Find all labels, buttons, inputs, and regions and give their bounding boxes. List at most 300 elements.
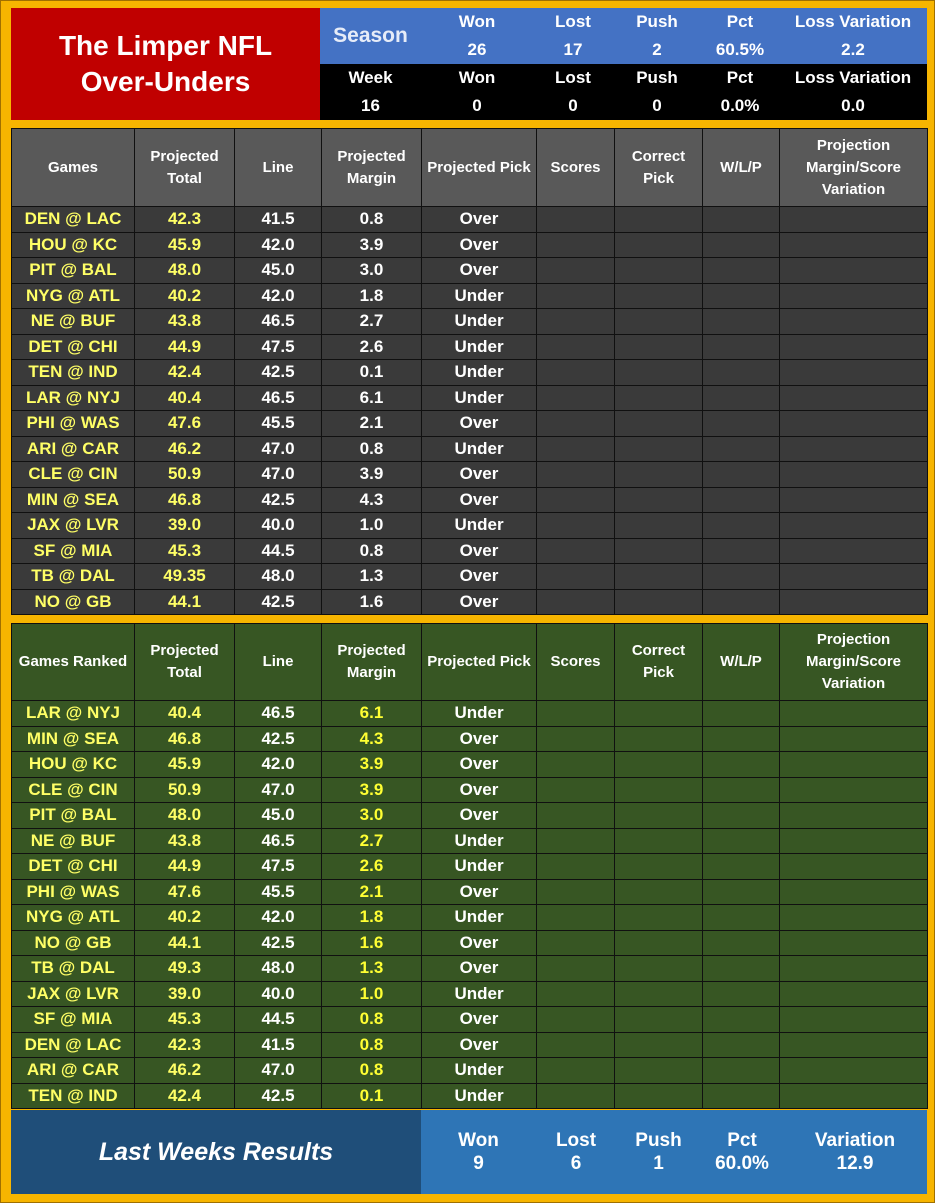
line-cell: 42.0 — [235, 283, 322, 309]
empty-result-cell — [537, 981, 615, 1007]
projected-margin-cell: 0.8 — [322, 1007, 422, 1033]
empty-result-cell — [703, 283, 780, 309]
game-cell: TEN @ IND — [12, 1083, 135, 1109]
weekly-games-table — [11, 128, 928, 615]
projected-pick-cell: Over — [422, 487, 537, 513]
empty-result-cell — [780, 1083, 928, 1109]
game-cell: TB @ DAL — [12, 956, 135, 982]
game-cell: HOU @ KC — [12, 232, 135, 258]
projected-total-cell: 44.9 — [135, 334, 235, 360]
table-row — [12, 1058, 928, 1084]
column-header: Projected Total — [135, 129, 235, 207]
projected-margin-cell: 2.7 — [322, 828, 422, 854]
projected-margin-cell: 3.9 — [322, 462, 422, 488]
game-cell: CLE @ CIN — [12, 777, 135, 803]
projected-total-cell: 43.8 — [135, 828, 235, 854]
title-line-2: Over-Unders — [80, 66, 251, 97]
last-week-title: Last Weeks Results — [11, 1110, 421, 1194]
empty-result-cell — [615, 1083, 703, 1109]
table-row — [12, 411, 928, 437]
projected-margin-cell: 3.9 — [322, 777, 422, 803]
season-stats-row — [320, 8, 927, 64]
empty-result-cell — [703, 828, 780, 854]
projected-pick-cell: Over — [422, 1007, 537, 1033]
table-row — [12, 589, 928, 615]
game-cell: DET @ CHI — [12, 334, 135, 360]
column-header: Scores — [537, 624, 615, 701]
projected-margin-cell: 0.1 — [322, 360, 422, 386]
line-cell: 40.0 — [235, 513, 322, 539]
empty-result-cell — [537, 513, 615, 539]
game-cell: TEN @ IND — [12, 360, 135, 386]
projected-pick-cell: Over — [422, 879, 537, 905]
week-won — [421, 64, 533, 120]
line-cell: 41.5 — [235, 207, 322, 233]
table-row — [12, 385, 928, 411]
projected-total-cell: 39.0 — [135, 981, 235, 1007]
last-week-stats — [421, 1110, 927, 1194]
table-row — [12, 854, 928, 880]
season-label: Season — [333, 24, 408, 47]
projected-margin-cell: 3.0 — [322, 803, 422, 829]
empty-result-cell — [615, 752, 703, 778]
table-row — [12, 462, 928, 488]
column-header: Correct Pick — [615, 624, 703, 701]
season-push-label: Push — [636, 12, 678, 31]
last-week-push — [616, 1110, 701, 1194]
week-pct-label: Pct — [726, 68, 754, 87]
line-cell: 46.5 — [235, 828, 322, 854]
empty-result-cell — [703, 309, 780, 335]
empty-result-cell — [780, 207, 928, 233]
empty-result-cell — [703, 538, 780, 564]
game-cell: NE @ BUF — [12, 309, 135, 335]
game-cell: MIN @ SEA — [12, 726, 135, 752]
empty-result-cell — [537, 589, 615, 615]
projected-pick-cell: Under — [422, 513, 537, 539]
week-label: Week — [348, 68, 393, 87]
column-header: Projection Margin/Score Variation — [780, 624, 928, 701]
last-week-lost — [536, 1110, 616, 1194]
empty-result-cell — [703, 360, 780, 386]
game-cell: CLE @ CIN — [12, 462, 135, 488]
projected-pick-cell: Under — [422, 828, 537, 854]
empty-result-cell — [703, 589, 780, 615]
projected-pick-cell: Under — [422, 701, 537, 727]
last-week-lost-value: 6 — [570, 1153, 582, 1174]
week-won-value: 0 — [472, 96, 482, 115]
empty-result-cell — [615, 930, 703, 956]
column-header: Projected Pick — [422, 129, 537, 207]
empty-result-cell — [780, 385, 928, 411]
projected-margin-cell: 1.6 — [322, 589, 422, 615]
line-cell: 42.5 — [235, 360, 322, 386]
projected-margin-cell: 6.1 — [322, 385, 422, 411]
projected-pick-cell: Over — [422, 411, 537, 437]
empty-result-cell — [537, 752, 615, 778]
empty-result-cell — [780, 879, 928, 905]
projected-pick-cell: Over — [422, 589, 537, 615]
season-loss-variation — [779, 8, 927, 64]
game-cell: NYG @ ATL — [12, 905, 135, 931]
projected-margin-cell: 1.8 — [322, 905, 422, 931]
line-cell: 45.5 — [235, 411, 322, 437]
empty-result-cell — [615, 1007, 703, 1033]
column-header: Projected Margin — [322, 624, 422, 701]
game-cell: PIT @ BAL — [12, 803, 135, 829]
empty-result-cell — [537, 828, 615, 854]
last-week-var-label: Variation — [814, 1130, 896, 1151]
table-row — [12, 207, 928, 233]
empty-result-cell — [703, 1032, 780, 1058]
empty-result-cell — [615, 1032, 703, 1058]
empty-result-cell — [703, 777, 780, 803]
table-header-row — [12, 624, 928, 701]
projected-total-cell: 44.1 — [135, 930, 235, 956]
projected-total-cell: 48.0 — [135, 803, 235, 829]
projected-margin-cell: 3.9 — [322, 752, 422, 778]
season-lost — [533, 8, 613, 64]
column-header: Projected Total — [135, 624, 235, 701]
week-loss-variation — [779, 64, 927, 120]
empty-result-cell — [615, 207, 703, 233]
empty-result-cell — [537, 803, 615, 829]
table-row — [12, 538, 928, 564]
empty-result-cell — [537, 777, 615, 803]
empty-result-cell — [780, 487, 928, 513]
projected-margin-cell: 0.8 — [322, 207, 422, 233]
empty-result-cell — [537, 879, 615, 905]
projected-pick-cell: Under — [422, 1083, 537, 1109]
column-header: Projected Margin — [322, 129, 422, 207]
season-pct — [701, 8, 779, 64]
projected-margin-cell: 6.1 — [322, 701, 422, 727]
line-cell: 42.5 — [235, 589, 322, 615]
game-cell: NE @ BUF — [12, 828, 135, 854]
empty-result-cell — [703, 258, 780, 284]
table-row — [12, 232, 928, 258]
projected-total-cell: 45.9 — [135, 752, 235, 778]
last-week-won — [421, 1110, 536, 1194]
week-pct-value: 0.0% — [720, 96, 760, 115]
empty-result-cell — [537, 930, 615, 956]
last-week-var-value: 12.9 — [836, 1153, 874, 1174]
empty-result-cell — [537, 701, 615, 727]
game-cell: LAR @ NYJ — [12, 701, 135, 727]
line-cell: 42.0 — [235, 232, 322, 258]
season-won-value: 26 — [467, 40, 487, 59]
game-cell: PHI @ WAS — [12, 411, 135, 437]
table-row — [12, 1032, 928, 1058]
projected-pick-cell: Over — [422, 462, 537, 488]
empty-result-cell — [537, 1007, 615, 1033]
projected-pick-cell: Under — [422, 309, 537, 335]
game-cell: NYG @ ATL — [12, 283, 135, 309]
empty-result-cell — [703, 905, 780, 931]
empty-result-cell — [703, 981, 780, 1007]
game-cell: ARI @ CAR — [12, 1058, 135, 1084]
projected-pick-cell: Over — [422, 777, 537, 803]
empty-result-cell — [780, 462, 928, 488]
projected-margin-cell: 0.8 — [322, 1058, 422, 1084]
projected-pick-cell: Over — [422, 803, 537, 829]
game-cell: DEN @ LAC — [12, 207, 135, 233]
empty-result-cell — [615, 385, 703, 411]
table-row — [12, 436, 928, 462]
last-week-push-value: 1 — [653, 1153, 664, 1174]
empty-result-cell — [615, 701, 703, 727]
empty-result-cell — [537, 726, 615, 752]
projected-margin-cell: 2.7 — [322, 309, 422, 335]
projected-total-cell: 42.3 — [135, 1032, 235, 1058]
empty-result-cell — [537, 956, 615, 982]
table-row — [12, 930, 928, 956]
table-row — [12, 956, 928, 982]
column-header: Games Ranked — [12, 624, 135, 701]
projected-margin-cell: 2.6 — [322, 854, 422, 880]
empty-result-cell — [615, 258, 703, 284]
empty-result-cell — [615, 803, 703, 829]
table-header-row — [12, 129, 928, 207]
table-row — [12, 334, 928, 360]
empty-result-cell — [615, 589, 703, 615]
empty-result-cell — [537, 411, 615, 437]
line-cell: 42.5 — [235, 1083, 322, 1109]
game-cell: NO @ GB — [12, 589, 135, 615]
empty-result-cell — [615, 854, 703, 880]
projected-total-cell: 40.2 — [135, 905, 235, 931]
line-cell: 47.0 — [235, 1058, 322, 1084]
last-week-won-label: Won — [458, 1130, 499, 1151]
projected-total-cell: 46.2 — [135, 436, 235, 462]
table-row — [12, 752, 928, 778]
projected-margin-cell: 4.3 — [322, 726, 422, 752]
projected-pick-cell: Over — [422, 956, 537, 982]
column-header: Projection Margin/Score Variation — [780, 129, 928, 207]
week-lost-label: Lost — [555, 68, 591, 87]
empty-result-cell — [537, 1058, 615, 1084]
projected-pick-cell: Over — [422, 564, 537, 590]
projected-total-cell: 43.8 — [135, 309, 235, 335]
empty-result-cell — [537, 334, 615, 360]
game-cell: PHI @ WAS — [12, 879, 135, 905]
projected-margin-cell: 2.6 — [322, 334, 422, 360]
empty-result-cell — [537, 564, 615, 590]
table-row — [12, 487, 928, 513]
projected-margin-cell: 4.3 — [322, 487, 422, 513]
projected-pick-cell: Under — [422, 1058, 537, 1084]
week-lv-value: 0.0 — [841, 96, 865, 115]
empty-result-cell — [537, 462, 615, 488]
last-week-pct-label: Pct — [727, 1130, 757, 1151]
projected-margin-cell: 0.8 — [322, 436, 422, 462]
projected-pick-cell: Under — [422, 360, 537, 386]
empty-result-cell — [537, 385, 615, 411]
empty-result-cell — [780, 854, 928, 880]
empty-result-cell — [780, 283, 928, 309]
projected-total-cell: 40.4 — [135, 385, 235, 411]
last-week-won-value: 9 — [473, 1153, 484, 1174]
empty-result-cell — [780, 589, 928, 615]
game-cell: ARI @ CAR — [12, 436, 135, 462]
projected-total-cell: 50.9 — [135, 462, 235, 488]
game-cell: JAX @ LVR — [12, 513, 135, 539]
empty-result-cell — [537, 487, 615, 513]
table-row — [12, 879, 928, 905]
empty-result-cell — [537, 1032, 615, 1058]
projected-pick-cell: Under — [422, 854, 537, 880]
table-row — [12, 701, 928, 727]
empty-result-cell — [615, 411, 703, 437]
week-push — [613, 64, 701, 120]
season-lost-label: Lost — [555, 12, 591, 31]
projected-total-cell: 46.2 — [135, 1058, 235, 1084]
empty-result-cell — [537, 309, 615, 335]
projected-total-cell: 45.3 — [135, 1007, 235, 1033]
empty-result-cell — [537, 360, 615, 386]
season-won-label: Won — [458, 12, 496, 31]
table-row — [12, 1007, 928, 1033]
empty-result-cell — [615, 905, 703, 931]
line-cell: 42.0 — [235, 752, 322, 778]
game-cell: DET @ CHI — [12, 854, 135, 880]
empty-result-cell — [615, 828, 703, 854]
last-week-push-label: Push — [635, 1130, 682, 1151]
season-lost-value: 17 — [563, 40, 583, 59]
line-cell: 45.5 — [235, 879, 322, 905]
empty-result-cell — [780, 1007, 928, 1033]
empty-result-cell — [615, 513, 703, 539]
projected-total-cell: 42.3 — [135, 207, 235, 233]
empty-result-cell — [615, 879, 703, 905]
season-won — [421, 8, 533, 64]
empty-result-cell — [780, 701, 928, 727]
empty-result-cell — [780, 930, 928, 956]
table-row — [12, 283, 928, 309]
game-cell: NO @ GB — [12, 930, 135, 956]
projected-margin-cell: 2.1 — [322, 411, 422, 437]
line-cell: 41.5 — [235, 1032, 322, 1058]
empty-result-cell — [537, 854, 615, 880]
projected-total-cell: 44.9 — [135, 854, 235, 880]
table-row — [12, 258, 928, 284]
empty-result-cell — [703, 436, 780, 462]
table-row — [12, 905, 928, 931]
projected-pick-cell: Over — [422, 258, 537, 284]
column-header: W/L/P — [703, 129, 780, 207]
empty-result-cell — [703, 411, 780, 437]
week-lost-value: 0 — [568, 96, 578, 115]
projected-pick-cell: Over — [422, 232, 537, 258]
line-cell: 46.5 — [235, 701, 322, 727]
empty-result-cell — [703, 879, 780, 905]
projected-total-cell: 46.8 — [135, 487, 235, 513]
line-cell: 42.5 — [235, 726, 322, 752]
empty-result-cell — [537, 538, 615, 564]
table-row — [12, 309, 928, 335]
line-cell: 44.5 — [235, 1007, 322, 1033]
ranked-games-table — [11, 623, 928, 1109]
season-pct-value: 60.5% — [715, 40, 765, 59]
empty-result-cell — [615, 956, 703, 982]
projected-total-cell: 46.8 — [135, 726, 235, 752]
projected-total-cell: 45.3 — [135, 538, 235, 564]
empty-result-cell — [780, 905, 928, 931]
line-cell: 40.0 — [235, 981, 322, 1007]
projected-margin-cell: 3.9 — [322, 232, 422, 258]
projected-total-cell: 39.0 — [135, 513, 235, 539]
empty-result-cell — [703, 956, 780, 982]
empty-result-cell — [780, 1032, 928, 1058]
projected-margin-cell: 1.0 — [322, 513, 422, 539]
stats-panel — [320, 8, 927, 120]
empty-result-cell — [780, 803, 928, 829]
empty-result-cell — [703, 726, 780, 752]
projected-total-cell: 40.4 — [135, 701, 235, 727]
projected-pick-cell: Under — [422, 905, 537, 931]
projected-total-cell: 47.6 — [135, 411, 235, 437]
projected-total-cell: 40.2 — [135, 283, 235, 309]
line-cell: 47.5 — [235, 334, 322, 360]
empty-result-cell — [703, 207, 780, 233]
last-week-lost-label: Lost — [555, 1130, 597, 1151]
season-push-value: 2 — [652, 40, 662, 59]
week-cell — [320, 64, 421, 120]
empty-result-cell — [703, 752, 780, 778]
empty-result-cell — [703, 701, 780, 727]
empty-result-cell — [615, 360, 703, 386]
game-cell: DEN @ LAC — [12, 1032, 135, 1058]
empty-result-cell — [537, 232, 615, 258]
empty-result-cell — [537, 207, 615, 233]
empty-result-cell — [703, 1083, 780, 1109]
empty-result-cell — [780, 777, 928, 803]
table-row — [12, 828, 928, 854]
empty-result-cell — [780, 258, 928, 284]
column-header: Scores — [537, 129, 615, 207]
projected-total-cell: 50.9 — [135, 777, 235, 803]
week-stats-row — [320, 64, 927, 120]
projected-pick-cell: Under — [422, 981, 537, 1007]
season-lv-value: 2.2 — [841, 40, 865, 59]
header — [11, 8, 927, 120]
empty-result-cell — [615, 777, 703, 803]
empty-result-cell — [703, 513, 780, 539]
line-cell: 45.0 — [235, 258, 322, 284]
projected-total-cell: 42.4 — [135, 1083, 235, 1109]
line-cell: 46.5 — [235, 309, 322, 335]
table-row — [12, 513, 928, 539]
empty-result-cell — [703, 334, 780, 360]
empty-result-cell — [703, 930, 780, 956]
projected-pick-cell: Over — [422, 538, 537, 564]
projected-pick-cell: Over — [422, 1032, 537, 1058]
empty-result-cell — [780, 752, 928, 778]
empty-result-cell — [615, 487, 703, 513]
table-row — [12, 726, 928, 752]
empty-result-cell — [703, 487, 780, 513]
empty-result-cell — [615, 981, 703, 1007]
projected-margin-cell: 0.1 — [322, 1083, 422, 1109]
game-cell: SF @ MIA — [12, 1007, 135, 1033]
empty-result-cell — [780, 956, 928, 982]
last-week-pct-value: 60.0% — [715, 1153, 769, 1174]
projected-pick-cell: Under — [422, 283, 537, 309]
empty-result-cell — [780, 309, 928, 335]
projected-margin-cell: 2.1 — [322, 879, 422, 905]
empty-result-cell — [780, 828, 928, 854]
column-header: Projected Pick — [422, 624, 537, 701]
